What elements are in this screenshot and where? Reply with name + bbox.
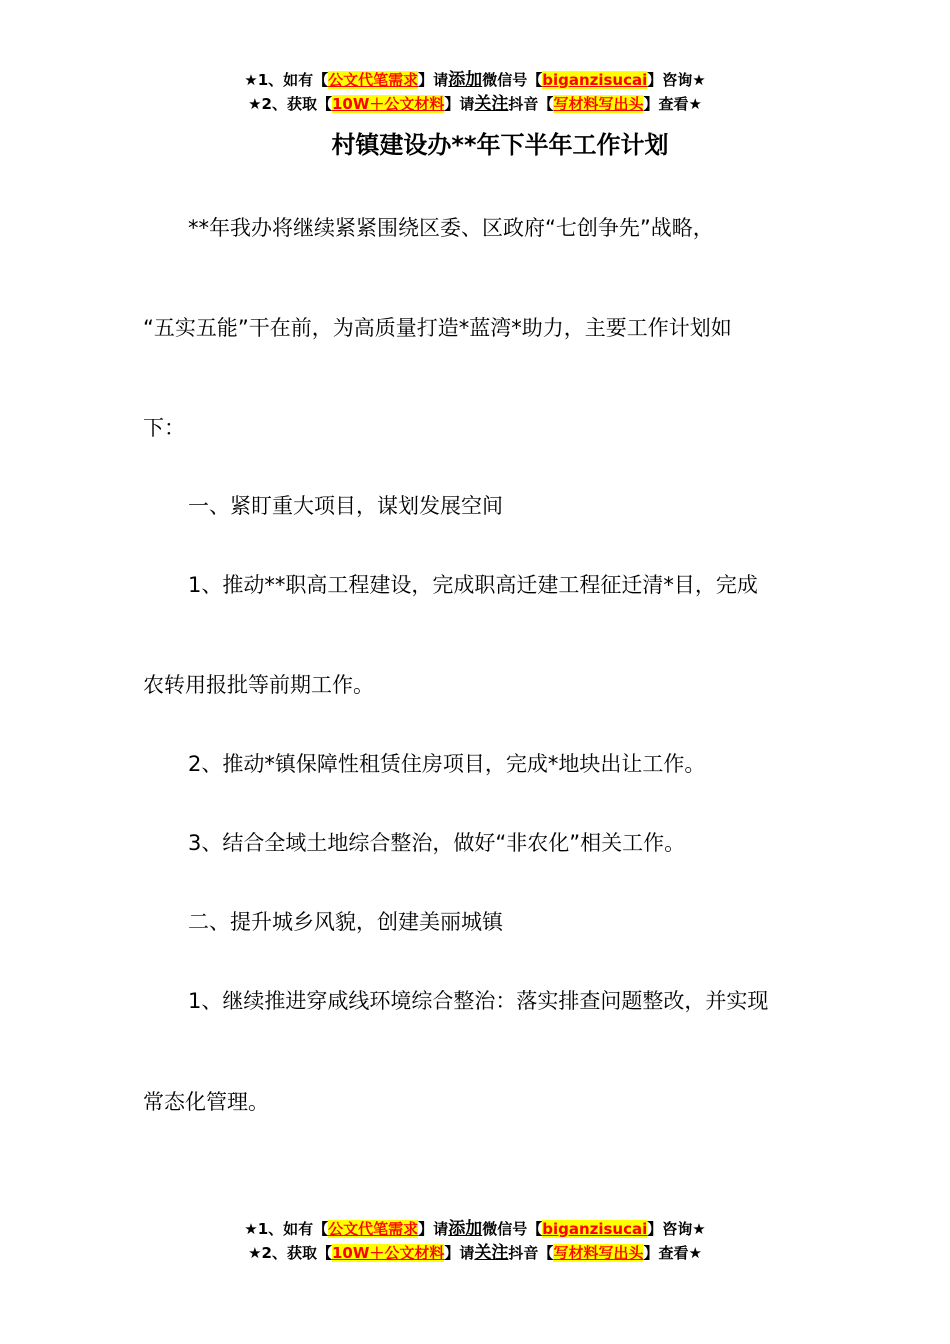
paragraph-line: 3、结合全域土地综合整治，做好“非农化”相关工作。	[188, 831, 686, 855]
paragraph-line: 1、继续推进穿咸线环境综合整治：落实排查问题整改，并实现	[188, 989, 769, 1013]
highlight-materials: 10W＋公文材料	[331, 1244, 445, 1262]
header-banner	[0, 68, 950, 116]
section-heading: 二、提升城乡风貌，创建美丽城镇	[188, 910, 503, 934]
highlight-writing-service: 公文代笔需求	[328, 71, 419, 89]
paragraph-line: 常态化管理。	[143, 1090, 269, 1114]
document-title: 村镇建设办**年下半年工作计划	[331, 131, 669, 159]
paragraph-line: 1、推动**职高工程建设，完成职高迁建工程征迁清*目，完成	[188, 573, 758, 597]
highlight-douyin-account: 写材料写出头	[553, 1244, 644, 1262]
banner-line-2: ★2、获取【10W＋公文材料】请关注抖音【写材料写出头】查看★	[248, 94, 702, 114]
highlight-writing-service: 公文代笔需求	[328, 1220, 419, 1238]
paragraph-line: “五实五能”干在前，为高质量打造*蓝湾*助力，主要工作计划如	[143, 316, 732, 340]
highlight-wechat-id: biganzisucai	[542, 71, 648, 89]
banner-line-1: ★1、如有【公文代笔需求】请添加微信号【biganzisucai】咨询★	[244, 1219, 706, 1239]
highlight-wechat-id: biganzisucai	[542, 1220, 648, 1238]
footer-banner	[0, 1217, 950, 1265]
paragraph-line: 下：	[143, 416, 185, 440]
highlight-materials: 10W＋公文材料	[331, 95, 445, 113]
paragraph-line: 农转用报批等前期工作。	[143, 673, 374, 697]
banner-line-2: ★2、获取【10W＋公文材料】请关注抖音【写材料写出头】查看★	[248, 1243, 702, 1263]
banner-line-1: ★1、如有【公文代笔需求】请添加微信号【biganzisucai】咨询★	[244, 70, 706, 90]
paragraph-line: 2、推动*镇保障性租赁住房项目，完成*地块出让工作。	[188, 752, 706, 776]
section-heading: 一、紧盯重大项目，谋划发展空间	[188, 494, 503, 518]
highlight-douyin-account: 写材料写出头	[553, 95, 644, 113]
paragraph-line: **年我办将继续紧紧围绕区委、区政府“七创争先”战略，	[188, 216, 714, 240]
